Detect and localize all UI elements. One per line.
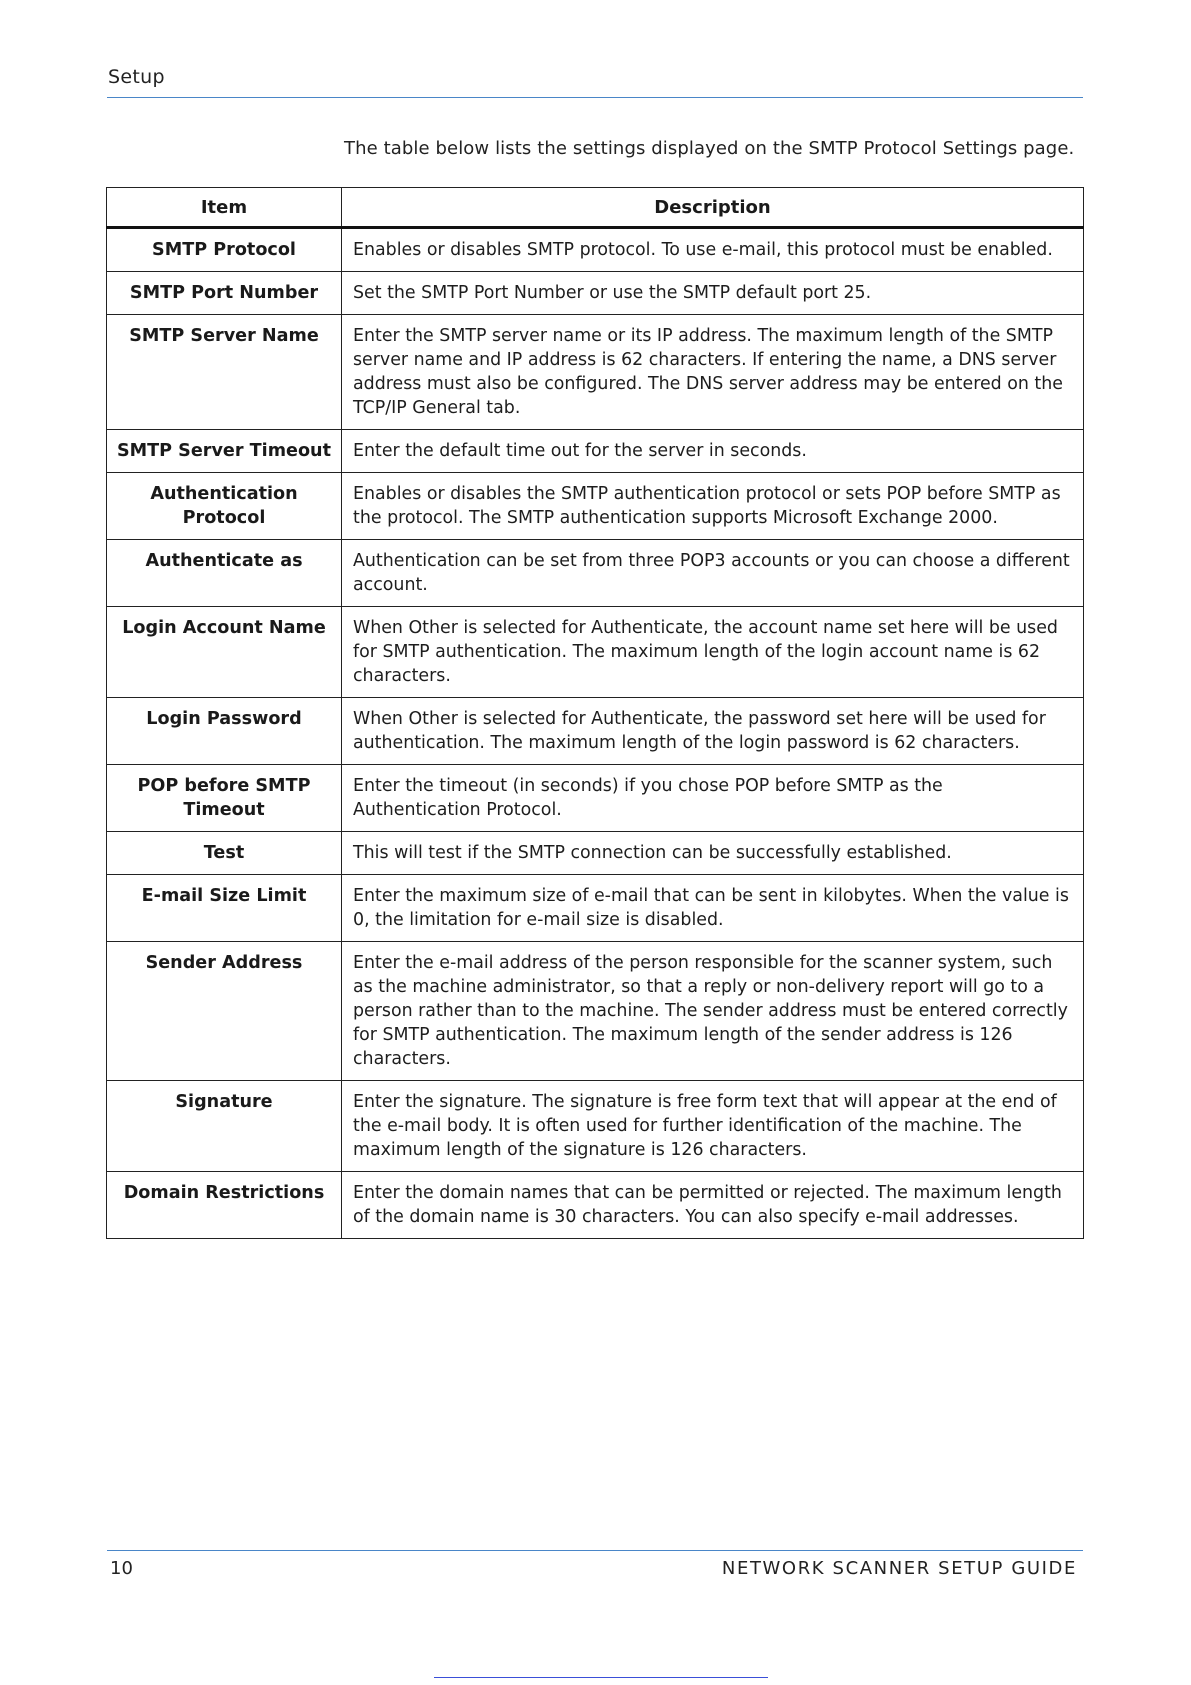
description-cell: Enter the SMTP server name or its IP address. The maximum length of the SMTP server name and IP address is 62 characters. If entering the name, a DNS server address must also be configured. The DNS server address may be entered on the TCP/IP General tab. [342,315,1084,430]
description-cell: Authentication can be set from three POP3 accounts or you can choose a different account. [342,540,1084,607]
description-cell: When Other is selected for Authenticate, the password set here will be used for authentication. The maximum length of the login password is 62 characters. [342,698,1084,765]
table-header-row [107,188,1084,228]
table-row [107,698,1084,765]
link-underline [434,1677,768,1678]
item-cell: E-mail Size Limit [107,875,342,942]
table-row [107,942,1084,1081]
description-cell: Enter the e-mail address of the person responsible for the scanner system, such as the machine administrator, so that a reply or non-delivery report will go to a person rather than to the machine. The sender address must be entered correctly for SMTP authentication. The maximum length of the sender address is 126 characters. [342,942,1084,1081]
description-cell: Enter the default time out for the server in seconds. [342,430,1084,473]
footer-rule [107,1550,1083,1551]
item-cell: POP before SMTP Timeout [107,765,342,832]
page-number: 10 [110,1558,133,1579]
item-cell: Authentication Protocol [107,473,342,540]
item-cell: SMTP Port Number [107,272,342,315]
smtp-settings-table [106,187,1084,1239]
column-header-item: Item [107,188,342,228]
header-rule [107,97,1083,98]
item-cell: Sender Address [107,942,342,1081]
description-cell: Set the SMTP Port Number or use the SMTP default port 25. [342,272,1084,315]
item-cell: Login Password [107,698,342,765]
description-cell: Enter the maximum size of e-mail that can be sent in kilobytes. When the value is 0, the limitation for e-mail size is disabled. [342,875,1084,942]
table-row [107,1081,1084,1172]
description-cell: Enables or disables SMTP protocol. To use e-mail, this protocol must be enabled. [342,228,1084,272]
description-cell: Enter the domain names that can be permitted or rejected. The maximum length of the domain name is 30 characters. You can also specify e-mail addresses. [342,1172,1084,1239]
item-cell: Test [107,832,342,875]
guide-title: NETWORK SCANNER SETUP GUIDE [721,1558,1077,1579]
column-header-description: Description [342,188,1084,228]
item-cell: SMTP Server Timeout [107,430,342,473]
item-cell: SMTP Protocol [107,228,342,272]
description-cell: Enter the signature. The signature is free form text that will appear at the end of the e-mail body. It is often used for further identification of the machine. The maximum length of the signature is 126 characters. [342,1081,1084,1172]
table-row [107,540,1084,607]
table-row [107,875,1084,942]
item-cell: Domain Restrictions [107,1172,342,1239]
table-row [107,430,1084,473]
table-row [107,832,1084,875]
description-cell: Enables or disables the SMTP authentication protocol or sets POP before SMTP as the protocol. The SMTP authentication supports Microsoft Exchange 2000. [342,473,1084,540]
item-cell: Signature [107,1081,342,1172]
description-cell: Enter the timeout (in seconds) if you chose POP before SMTP as the Authentication Protocol. [342,765,1084,832]
table-row [107,315,1084,430]
item-cell: Authenticate as [107,540,342,607]
intro-paragraph: The table below lists the settings displayed on the SMTP Protocol Settings page. [344,138,1075,159]
table-row [107,228,1084,272]
table-row [107,607,1084,698]
running-header: Setup [108,66,165,88]
table-row [107,272,1084,315]
item-cell: Login Account Name [107,607,342,698]
description-cell: This will test if the SMTP connection can be successfully established. [342,832,1084,875]
table-row [107,1172,1084,1239]
description-cell: When Other is selected for Authenticate, the account name set here will be used for SMTP authentication. The maximum length of the login account name is 62 characters. [342,607,1084,698]
table-row [107,765,1084,832]
item-cell: SMTP Server Name [107,315,342,430]
table-row [107,473,1084,540]
